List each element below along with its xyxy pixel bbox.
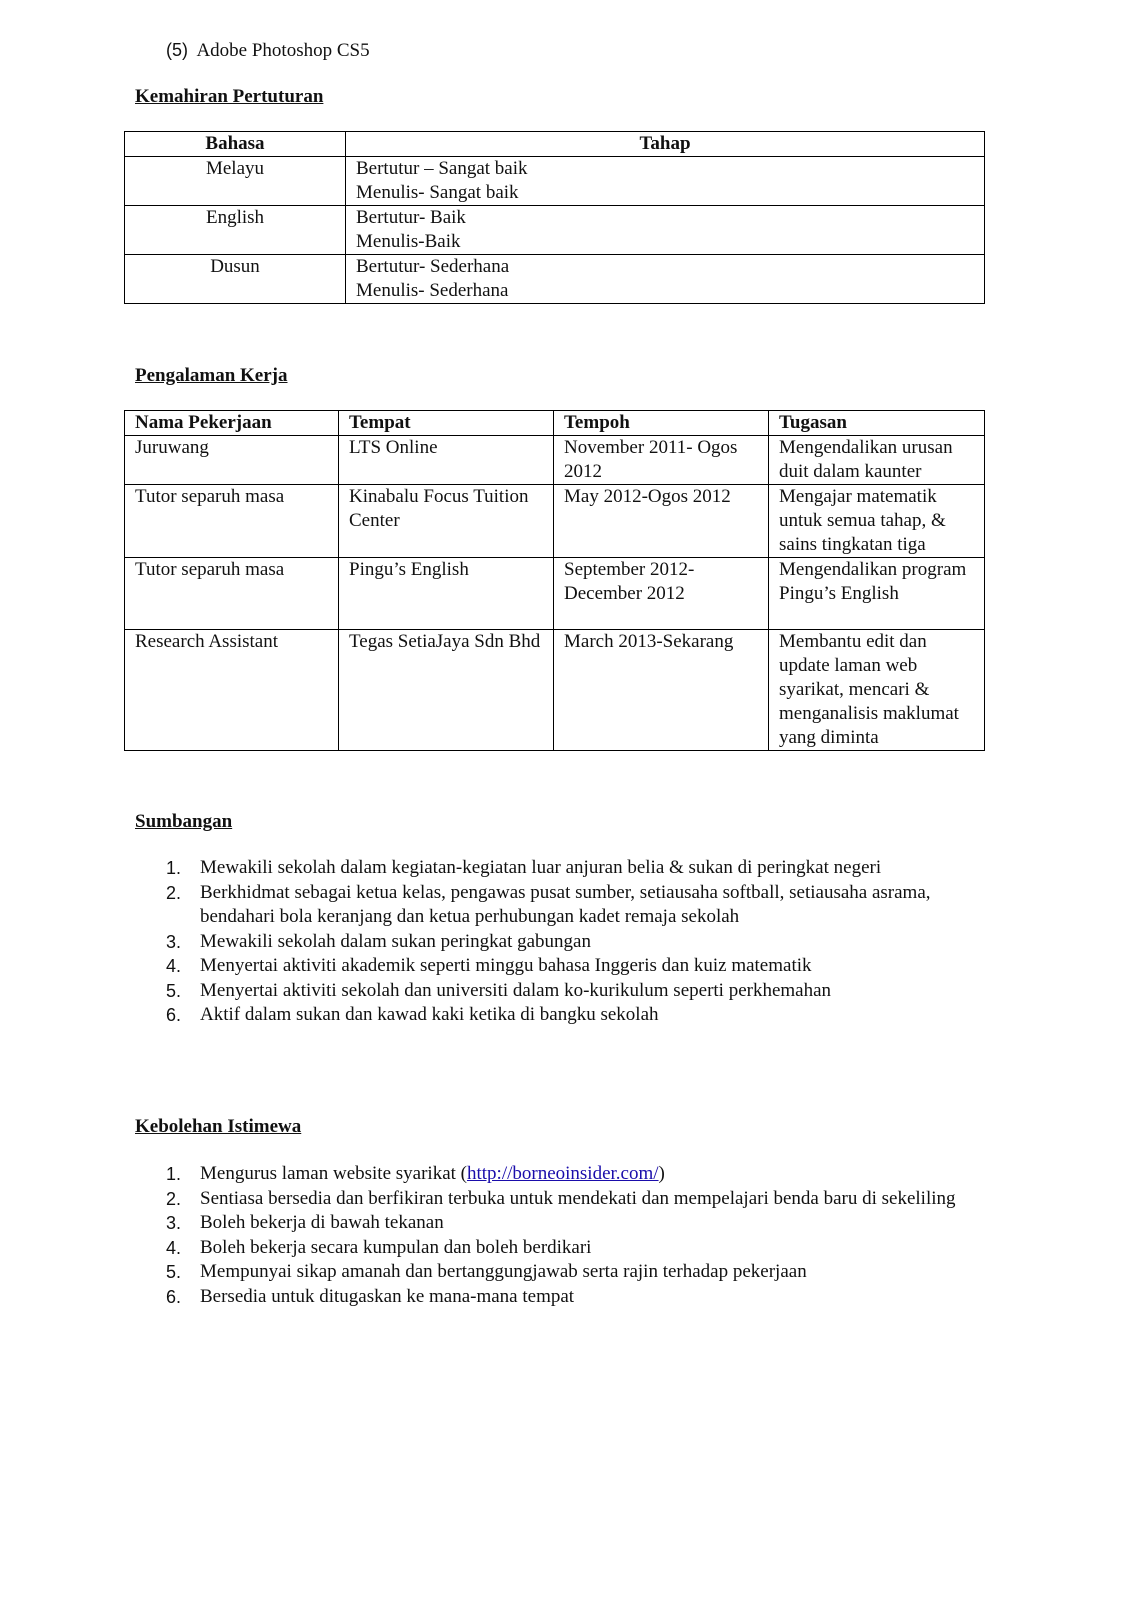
languages-heading: Kemahiran Pertuturan <box>135 86 324 107</box>
item-text: Mewakili sekolah dalam kegiatan-kegiatan luar anjuran belia & sukan di peringkat negeri <box>200 857 882 878</box>
job-cell: Research Assistant <box>125 630 339 751</box>
level-cell <box>346 255 985 304</box>
language-cell: Dusun <box>125 255 346 304</box>
list-number: 6. <box>166 1286 182 1307</box>
list-item <box>0 1285 1000 1310</box>
list-number: 2. <box>166 1188 182 1209</box>
list-number: (5) <box>166 40 188 60</box>
software-item <box>166 40 370 62</box>
experience-heading: Pengalaman Kerja <box>135 365 288 386</box>
col-header: Nama Pekerjaan <box>125 411 339 436</box>
list-item <box>0 881 1000 930</box>
item-text: Boleh bekerja secara kumpulan dan boleh berdikari <box>200 1236 592 1258</box>
list-item <box>0 979 1000 1004</box>
list-number: 3. <box>166 931 182 952</box>
list-item <box>0 856 1000 881</box>
col-header: Tahap <box>346 132 985 157</box>
list-item <box>0 930 1000 955</box>
period-cell: March 2013-Sekarang <box>554 630 769 751</box>
language-cell: English <box>125 206 346 255</box>
table-row <box>125 436 985 485</box>
item-text: ) <box>658 1163 665 1184</box>
col-header: Bahasa <box>125 132 346 157</box>
item-text: Menyertai aktiviti sekolah dan universiti dalam ko-kurikulum seperti perkhemahan <box>200 979 832 1001</box>
place-cell: Kinabalu Focus Tuition Center <box>339 485 554 558</box>
duties-cell: Mengajar matematik untuk semua tahap, & sains tingkatan tiga <box>769 485 985 558</box>
period-cell: September 2012- December 2012 <box>554 558 769 630</box>
duties-cell: Mengendalikan urusan duit dalam kaunter <box>769 436 985 485</box>
list-item <box>0 954 1000 979</box>
level-cell <box>346 157 985 206</box>
period-cell: November 2011- Ogos 2012 <box>554 436 769 485</box>
list-number: 3. <box>166 1213 182 1233</box>
list-item <box>0 1211 1000 1236</box>
writing-level: Menulis- Sederhana <box>356 280 509 301</box>
table-row <box>125 255 985 304</box>
col-header: Tugasan <box>769 411 985 436</box>
table-row <box>125 206 985 255</box>
speaking-level: Bertutur- Sederhana <box>356 256 510 277</box>
item-text: Mengurus laman website syarikat ( <box>200 1163 467 1184</box>
list-item <box>0 1187 1000 1212</box>
list-number: 1. <box>166 858 182 878</box>
place-cell: LTS Online <box>339 436 554 485</box>
item-text: Menyertai aktiviti akademik seperti minggu bahasa Inggeris dan kuiz matematik <box>200 955 812 976</box>
place-cell: Pingu’s English <box>339 558 554 630</box>
col-header: Tempat <box>339 411 554 436</box>
item-text: Aktif dalam sukan dan kawad kaki ketika di bangku sekolah <box>200 1004 659 1025</box>
website-link[interactable]: http://borneoinsider.com/ <box>466 1163 659 1184</box>
item-text: Boleh bekerja di bawah tekanan <box>200 1212 444 1233</box>
speaking-level: Bertutur – Sangat baik <box>356 158 528 179</box>
language-cell: Melayu <box>125 157 346 206</box>
job-cell: Juruwang <box>125 436 339 485</box>
list-item <box>0 1260 1000 1285</box>
writing-level: Menulis- Sangat baik <box>356 182 519 203</box>
contributions-list <box>0 856 1000 1028</box>
list-number: 2. <box>166 882 182 903</box>
abilities-heading: Kebolehan Istimewa <box>135 1116 302 1137</box>
item-text: Bersedia untuk ditugaskan ke mana-mana tempat <box>200 1285 575 1307</box>
list-number: 4. <box>166 956 182 976</box>
experience-table <box>124 410 985 751</box>
item-text: Mewakili sekolah dalam sukan peringkat gabungan <box>200 930 591 952</box>
list-number: 6. <box>166 1005 182 1025</box>
speaking-level: Bertutur- Baik <box>356 207 466 228</box>
table-row <box>125 485 985 558</box>
duties-cell: Membantu edit dan update laman web syarikat, mencari & menganalisis maklumat yang diminta <box>769 630 985 751</box>
abilities-list <box>0 1162 1000 1309</box>
software-name: Adobe Photoshop CS5 <box>196 40 370 61</box>
period-cell: May 2012-Ogos 2012 <box>554 485 769 558</box>
languages-table <box>124 131 985 304</box>
duties-cell: Mengendalikan program Pingu’s English <box>769 558 985 630</box>
job-cell: Tutor separuh masa <box>125 558 339 630</box>
place-cell: Tegas SetiaJaya Sdn Bhd <box>339 630 554 751</box>
table-row <box>125 558 985 630</box>
list-item <box>0 1236 1000 1261</box>
job-cell: Tutor separuh masa <box>125 485 339 558</box>
item-text: Berkhidmat sebagai ketua kelas, pengawas pusat sumber, setiausaha softball, setiausaha asrama, bendahari bola keranjang dan ketua perhubungan kadet remaja sekolah <box>200 881 931 927</box>
table-row <box>125 630 985 751</box>
contributions-heading: Sumbangan <box>135 811 233 832</box>
level-cell <box>346 206 985 255</box>
list-number: 4. <box>166 1237 182 1258</box>
list-number: 5. <box>166 1262 182 1282</box>
list-item <box>0 1003 1000 1028</box>
item-text: Mempunyai sikap amanah dan bertanggungjawab serta rajin terhadap pekerjaan <box>200 1261 807 1282</box>
list-number: 5. <box>166 980 182 1001</box>
list-item <box>0 1162 1000 1187</box>
col-header: Tempoh <box>554 411 769 436</box>
list-number: 1. <box>166 1164 182 1184</box>
writing-level: Menulis-Baik <box>356 231 461 252</box>
item-text: Sentiasa bersedia dan berfikiran terbuka untuk mendekati dan mempelajari benda baru di sekeliling <box>200 1187 956 1209</box>
table-row <box>125 157 985 206</box>
